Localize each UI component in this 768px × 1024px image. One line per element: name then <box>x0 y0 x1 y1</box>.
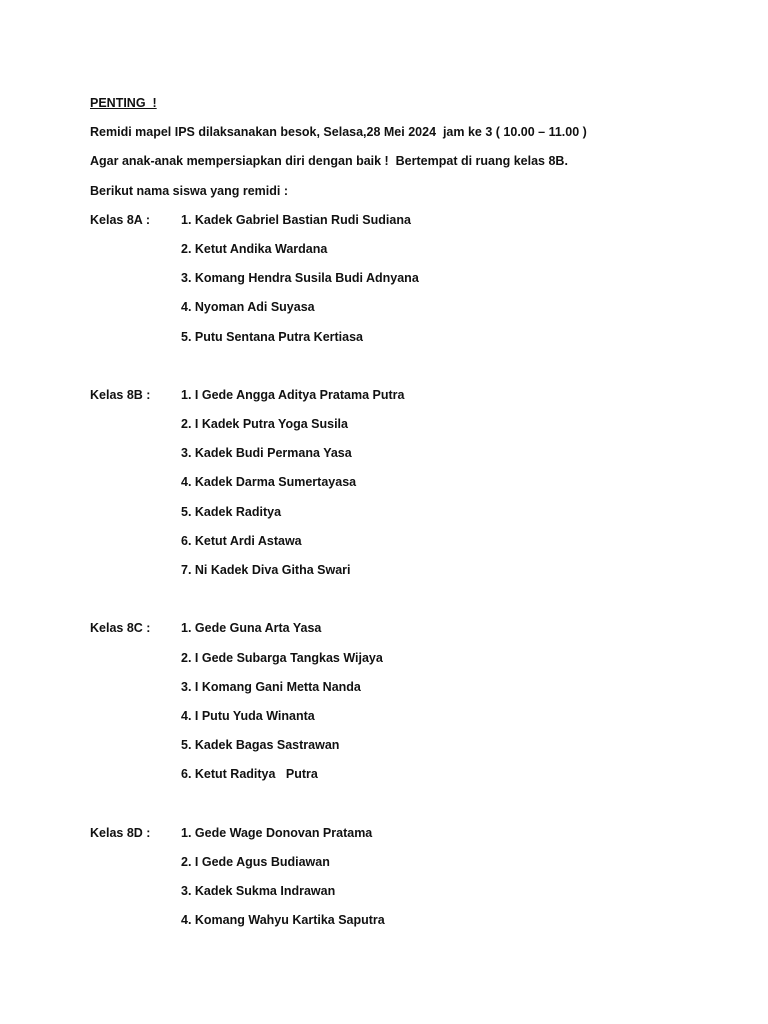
list-item <box>90 824 730 853</box>
notice-schedule-line: Remidi mapel IPS dilaksanakan besok, Selasa,28 Mei 2024 jam ke 3 ( 10.00 – 11.00 ) <box>90 125 587 140</box>
class-group-8d <box>90 824 730 941</box>
class-label: Kelas 8C : <box>90 621 151 636</box>
list-item <box>90 386 730 415</box>
student-name: 1. I Gede Angga Aditya Pratama Putra <box>181 387 405 402</box>
notice-intro-line: Berikut nama siswa yang remidi : <box>90 183 288 198</box>
student-name: 3. I Komang Gani Metta Nanda <box>181 679 361 694</box>
student-name: 1. Gede Wage Donovan Pratama <box>181 825 373 840</box>
list-item <box>90 911 730 940</box>
student-name: 5. Putu Sentana Putra Kertiasa <box>181 329 364 344</box>
student-name: 3. Kadek Budi Permana Yasa <box>181 446 352 461</box>
student-name: 4. Kadek Darma Sumertayasa <box>181 475 357 490</box>
list-item <box>90 211 730 240</box>
student-name: 7. Ni Kadek Diva Githa Swari <box>181 563 351 577</box>
notice-instruction-line: Agar anak-anak mempersiapkan diri dengan baik ! Bertempat di ruang kelas 8B. <box>90 154 568 169</box>
list-item <box>90 298 730 327</box>
list-item <box>90 240 730 269</box>
student-name: 6. Ketut Ardi Astawa <box>181 533 302 548</box>
list-item <box>90 328 730 357</box>
list-item <box>90 882 730 911</box>
list-item <box>90 561 730 590</box>
list-item <box>90 649 730 678</box>
student-name: 5. Kadek Bagas Sastrawan <box>181 738 340 753</box>
notice-heading: PENTING ! <box>90 96 157 110</box>
list-item <box>90 707 730 736</box>
list-item <box>90 765 730 794</box>
student-name: 2. I Gede Subarga Tangkas Wijaya <box>181 650 383 665</box>
class-group-8c <box>90 619 730 794</box>
class-label: Kelas 8D : <box>90 825 151 840</box>
list-item <box>90 473 730 502</box>
list-item <box>90 736 730 765</box>
student-name: 2. I Kadek Putra Yoga Susila <box>181 417 348 432</box>
student-name: 6. Ketut Raditya Putra <box>181 767 318 782</box>
list-item <box>90 532 730 561</box>
list-item <box>90 269 730 298</box>
list-item <box>90 853 730 882</box>
list-item <box>90 619 730 648</box>
class-label: Kelas 8A : <box>90 212 150 227</box>
list-item <box>90 503 730 532</box>
student-name: 4. Nyoman Adi Suyasa <box>181 300 315 315</box>
student-name: 2. I Gede Agus Budiawan <box>181 854 330 869</box>
list-item <box>90 444 730 473</box>
student-name: 3. Kadek Sukma Indrawan <box>181 884 336 899</box>
student-name: 1. Gede Guna Arta Yasa <box>181 621 322 636</box>
class-group-8a <box>90 211 730 357</box>
student-name: 4. I Putu Yuda Winanta <box>181 708 315 723</box>
student-name: 4. Komang Wahyu Kartika Saputra <box>181 913 385 928</box>
student-name: 1. Kadek Gabriel Bastian Rudi Sudiana <box>181 212 411 227</box>
class-label: Kelas 8B : <box>90 387 151 402</box>
class-group-8b <box>90 386 730 590</box>
document-page <box>90 94 730 970</box>
student-name: 2. Ketut Andika Wardana <box>181 241 328 256</box>
list-item <box>90 678 730 707</box>
list-item <box>90 415 730 444</box>
student-name: 5. Kadek Raditya <box>181 504 282 519</box>
student-name: 3. Komang Hendra Susila Budi Adnyana <box>181 271 419 286</box>
